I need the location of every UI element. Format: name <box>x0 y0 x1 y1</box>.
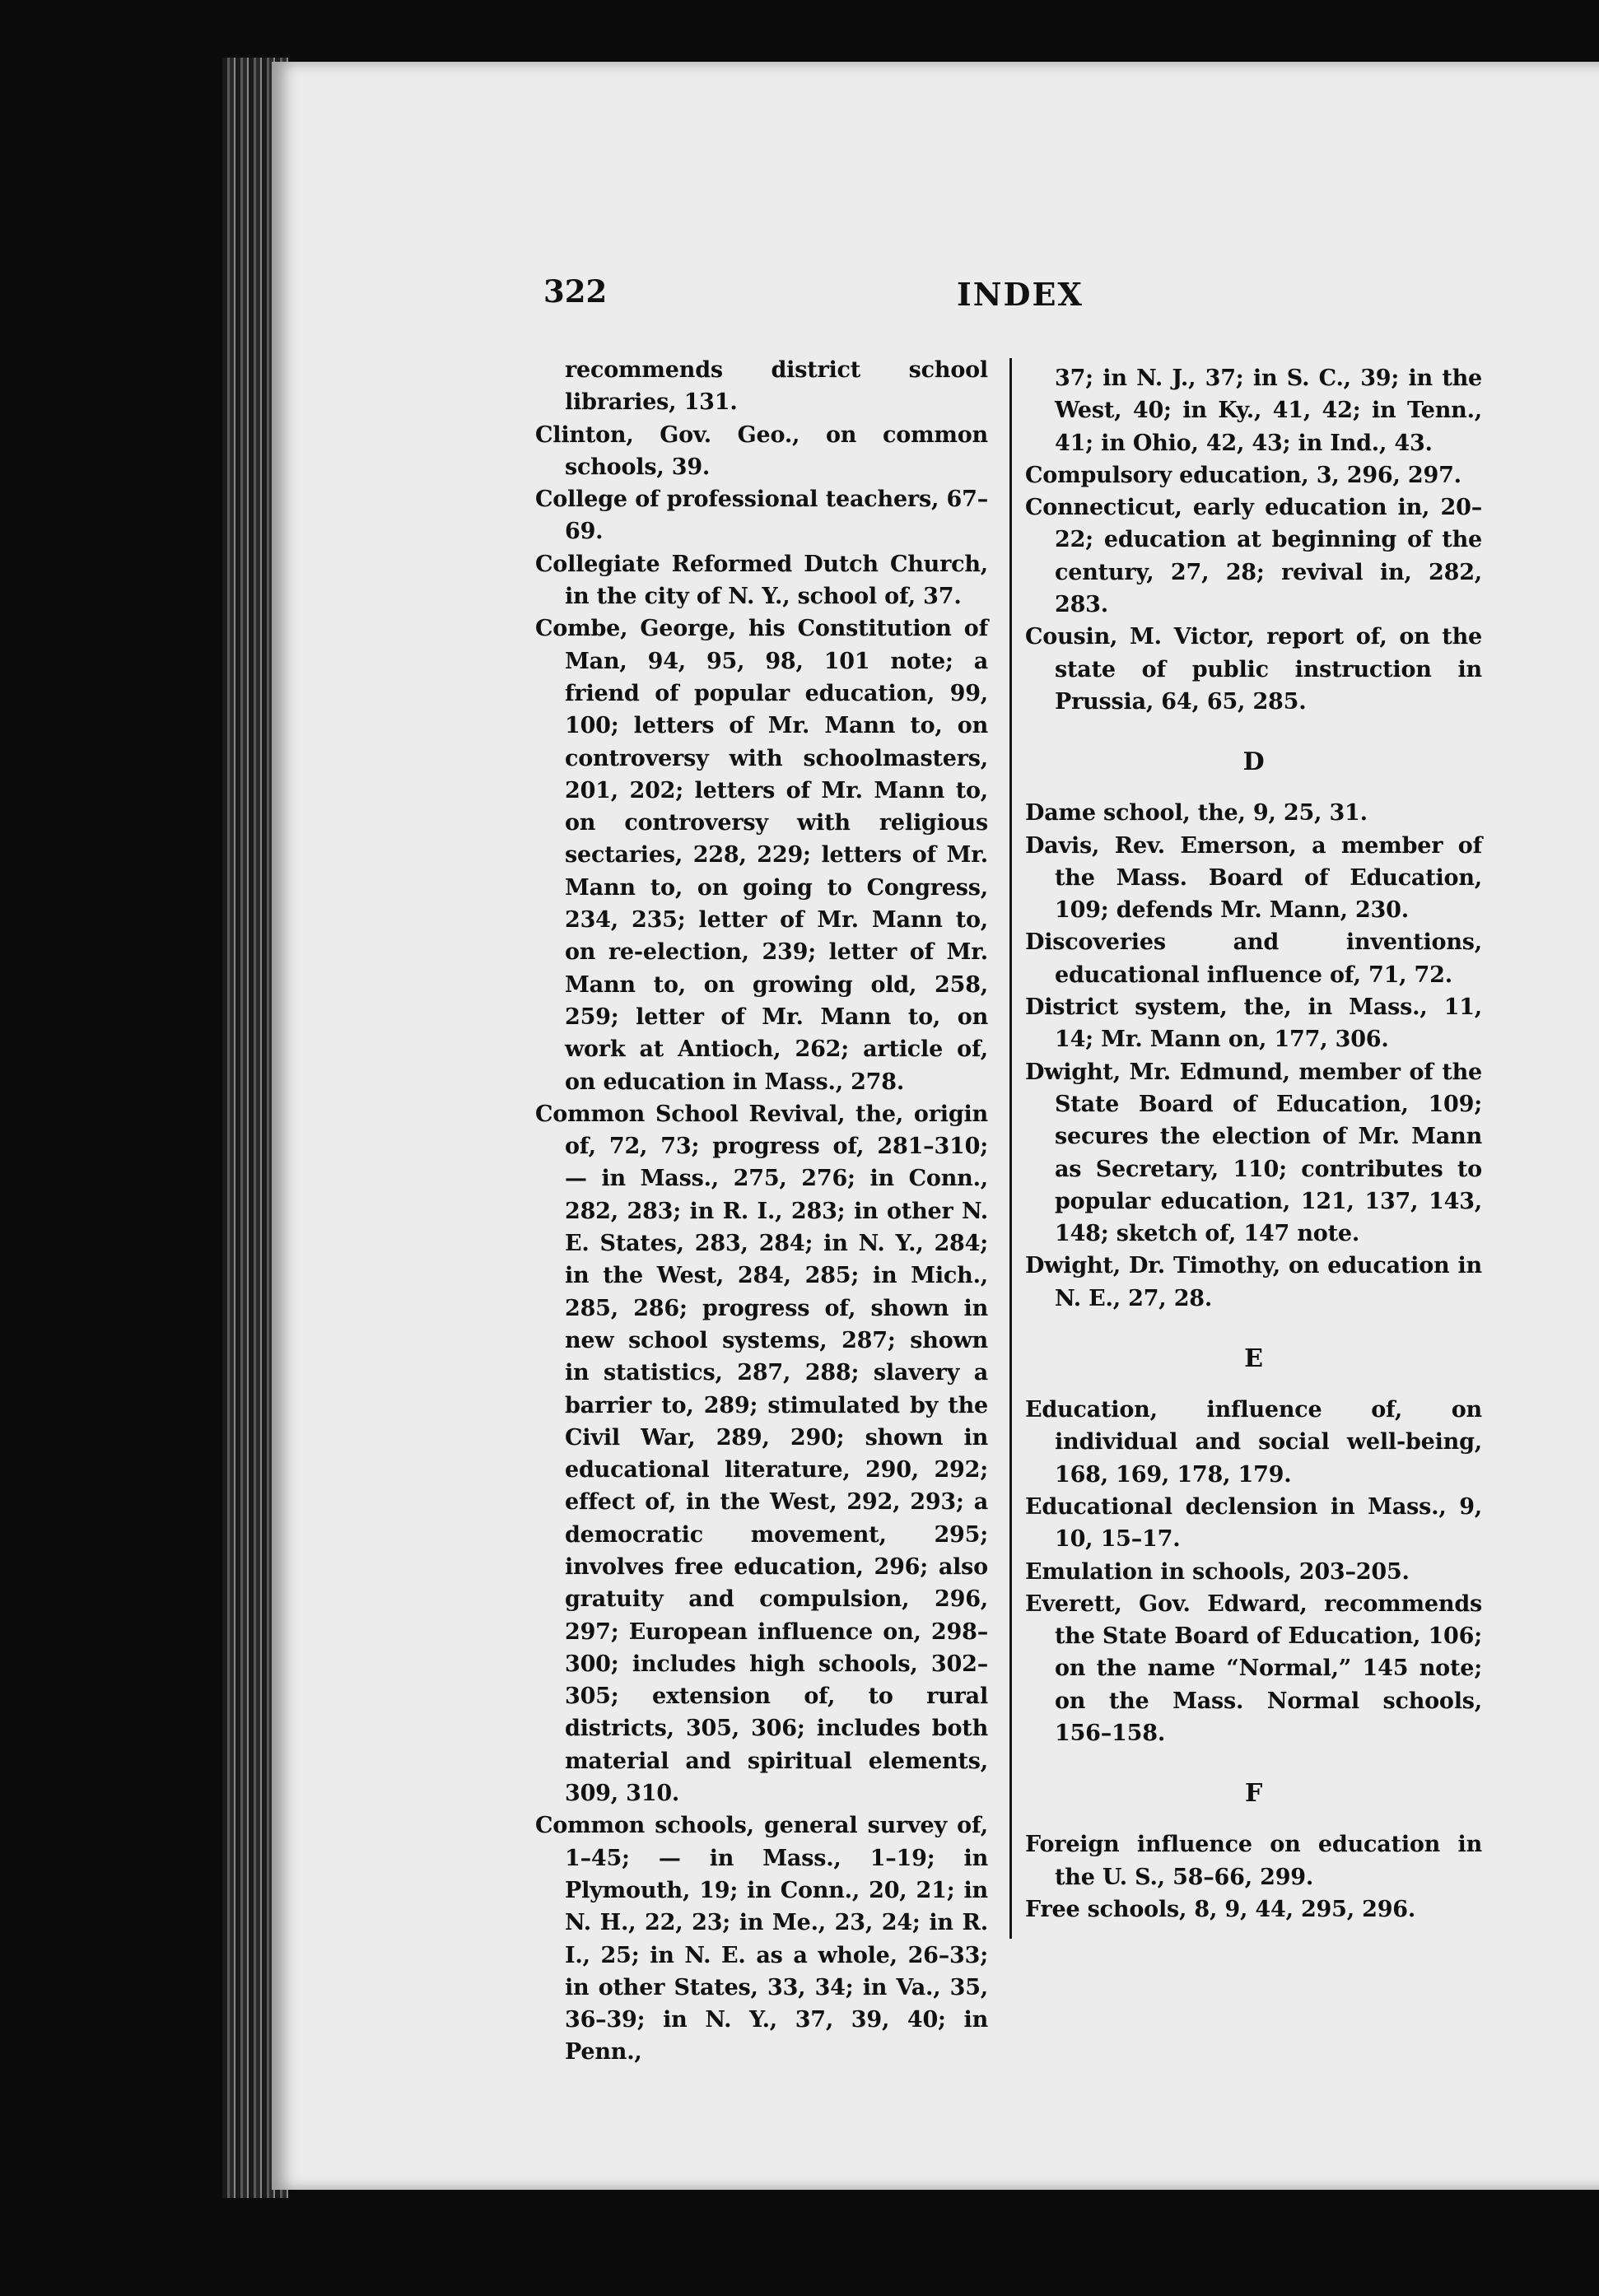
section-letter-e: E <box>1244 1344 1263 1374</box>
index-entry: Dwight, Mr. Edmund, member of the State Board of Education, 109; secures the election of Mr. Mann as Secretary, 110; contributes to popular education, 121, 137, 143, 148; sketch of, 147 note. <box>1025 1059 1482 1247</box>
index-entry: Clinton, Gov. Geo., on common schools, 39. <box>535 421 988 480</box>
index-entry-continuation: recommends district school libraries, 131. <box>565 357 988 416</box>
section-letter-d: D <box>1242 747 1265 777</box>
index-entry: Discoveries and inventions, educational influence of, 71, 72. <box>1025 929 1482 988</box>
index-entry: Common School Revival, the, origin of, 72, 73; progress of, 281–310; — in Mass., 275, 276; in Conn., 282, 283; in R. I., 283; in other N. E. States, 283, 284; in N. Y., 284; in the West, 284, 285; in Mich., 285, 286; progress of, shown in new school systems, 287; shown in statistics, 287, 288; slavery a barrier to, 289; stimulated by the Civil War, 289, 290; shown in educational literature, 290, 292; effect of, in the West, 292, 293; a democratic movement, 295; involves free education, 296; also gratuity and compulsion, 296, 297; European influence on, 298–300; includes high schools, 302–305; extension of, to rural districts, 305, 306; includes both material and spiritual elements, 309, 310. <box>535 1101 988 1807</box>
page-title: INDEX <box>957 276 1084 313</box>
index-entry: District system, the, in Mass., 11, 14; Mr. Mann on, 177, 306. <box>1025 994 1482 1053</box>
index-entry: Education, influence of, on individual and social well-being, 168, 169, 178, 179. <box>1025 1397 1482 1488</box>
index-entry: Connecticut, early education in, 20–22; education at beginning of the century, 27, 28; revival in, 282, 283. <box>1025 495 1482 618</box>
index-entry: Combe, George, his Constitution of Man, 94, 95, 98, 101 note; a friend of popular education, 99, 100; letters of Mr. Mann to, on controversy with schoolmasters, 201, 202; letters of Mr. Mann to, on controversy with religious sectaries, 228, 229; letters of Mr. Mann to, on going to Congress, 234, 235; letter of Mr. Mann to, on re-election, 239; letter of Mr. Mann to, on growing old, 258, 259; letter of Mr. Mann to, on work at Antioch, 262; article of, on education in Mass., 278. <box>535 616 988 1095</box>
section-letter-f: F <box>1244 1779 1263 1809</box>
index-column-left <box>535 354 988 2069</box>
index-entry: Dame school, the, 9, 25, 31. <box>1025 800 1368 827</box>
index-entry: Emulation in schools, 203–205. <box>1025 1558 1410 1585</box>
index-entry: Dwight, Dr. Timothy, on education in N. E., 27, 28. <box>1025 1253 1482 1311</box>
index-entry: Foreign influence on education in the U. S., 58–66, 299. <box>1025 1832 1482 1890</box>
index-entry: Free schools, 8, 9, 44, 295, 296. <box>1025 1896 1416 1922</box>
index-entry: Compulsory education, 3, 296, 297. <box>1025 462 1461 488</box>
index-entry: College of professional teachers, 67–69. <box>535 487 988 545</box>
page-number: 322 <box>543 273 608 310</box>
index-entry: Cousin, M. Victor, report of, on the state of public instruction in Prussia, 64, 65, 285. <box>1025 624 1482 715</box>
column-divider <box>1009 358 1012 1939</box>
index-column-right <box>1025 362 1482 1926</box>
index-entry: Educational declension in Mass., 9, 10, 15–17. <box>1025 1493 1482 1553</box>
index-entry: Everett, Gov. Edward, recommends the State Board of Education, 106; on the name “Normal,” 145 note; on the Mass. Normal schools, 156–158. <box>1025 1590 1482 1746</box>
index-entry: Collegiate Reformed Dutch Church, in the city of N. Y., school of, 37. <box>535 551 988 610</box>
index-entry: Davis, Rev. Emerson, a member of the Mass. Board of Education, 109; defends Mr. Mann, 230. <box>1025 832 1482 924</box>
index-entry: Common schools, general survey of, 1–45; — in Mass., 1–19; in Plymouth, 19; in Conn., 20, 21; in N. H., 22, 23; in Me., 23, 24; in R. I., 25; in N. E. as a whole, 26–33; in other States, 33, 34; in Va., 35, 36–39; in N. Y., 37, 39, 40; in Penn., <box>535 1813 988 2065</box>
index-entry-continuation: 37; in N. J., 37; in S. C., 39; in the West, 40; in Ky., 41, 42; in Tenn., 41; in Ohio, 42, 43; in Ind., 43. <box>1055 366 1482 456</box>
